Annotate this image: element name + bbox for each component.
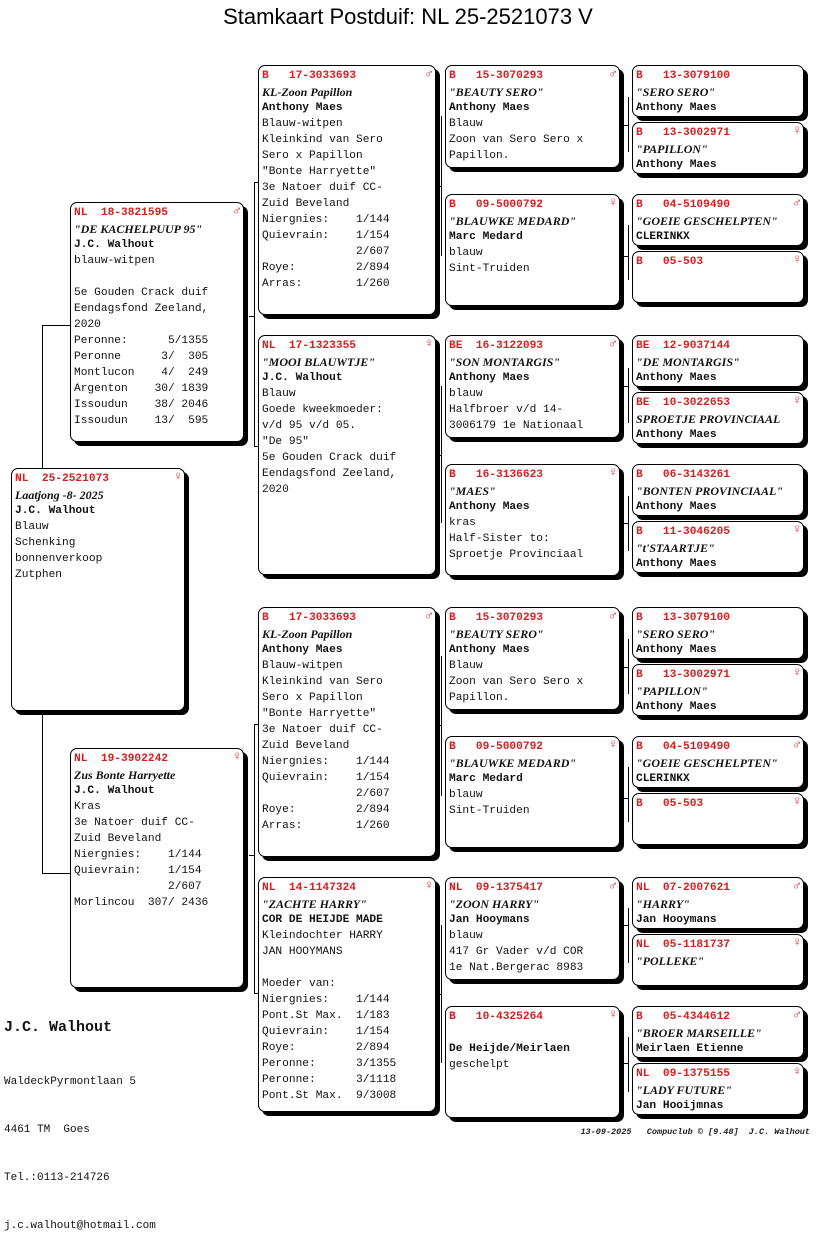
ring-number: B 17-3033693 xyxy=(262,612,356,624)
info-line: Goede kweekmoeder: xyxy=(262,404,383,416)
male-icon: ♂ xyxy=(609,66,617,81)
info-line: 3e Natoer duif CC- xyxy=(262,724,383,736)
info-line: Roye: 2/894 xyxy=(262,262,390,274)
info-line: Kleinkind van Sero xyxy=(262,134,383,146)
ring-number: BE 16-3122093 xyxy=(449,340,543,352)
breeder-name: COR DE HEIJDE MADE xyxy=(262,914,383,926)
breeder-name: J.C. Walhout xyxy=(262,372,343,384)
info-line: Morlincou 307/ 2436 xyxy=(74,897,209,909)
info-line: Schenking xyxy=(15,537,76,549)
connector-line xyxy=(628,225,629,280)
connector-line xyxy=(441,116,442,256)
breeder-name: Anthony Maes xyxy=(449,372,530,384)
info-line: "Bonte Harryette" xyxy=(262,166,377,178)
pigeon-name: SPROETJE PROVINCIAAL xyxy=(636,412,781,426)
info-line: Zutphen xyxy=(15,569,62,581)
info-line: Papillon. xyxy=(449,692,510,704)
pigeon-card-fmmm[interactable] xyxy=(632,521,804,573)
breeder-name: De Heijde/Meirlaen xyxy=(449,1043,570,1055)
info-line: Quievrain: 1/154 xyxy=(74,865,202,877)
female-icon: ♀ xyxy=(233,749,241,764)
info-line: Papillon. xyxy=(449,150,510,162)
pigeon-name: Zus Bonte Harryette xyxy=(74,768,176,782)
breeder-name: CLERINKX xyxy=(636,231,690,243)
info-line: Blauw xyxy=(449,118,483,130)
pigeon-name: "BLAUWKE MEDARD" xyxy=(449,214,577,228)
info-line: 5e Gouden Crack duif xyxy=(74,287,209,299)
male-icon: ♂ xyxy=(425,66,433,81)
info-line: Sint-Truiden xyxy=(449,263,530,275)
info-line: blauw-witpen xyxy=(74,255,155,267)
ring-number: B 13-3079100 xyxy=(636,612,730,624)
info-line: Zoon van Sero Sero x xyxy=(449,134,584,146)
info-line: Zoon van Sero Sero x xyxy=(449,676,584,688)
breeder-name: Jan Hooymans xyxy=(636,914,717,926)
pigeon-card-mfff[interactable] xyxy=(632,607,804,659)
info-line: Blauw xyxy=(15,521,49,533)
pigeon-name: KL-Zoon Papillon xyxy=(262,627,353,641)
ring-number: NL 07-2007621 xyxy=(636,882,730,894)
info-line: blauw xyxy=(449,388,483,400)
breeder-name: Anthony Maes xyxy=(262,644,343,656)
info-line: Issoudun 13/ 595 xyxy=(74,415,209,427)
ring-number: B 05-503 xyxy=(636,798,704,810)
breeder-name: Anthony Maes xyxy=(636,558,717,570)
info-line: Eendagsfond Zeeland, xyxy=(74,303,209,315)
info-line: Sero x Papillon xyxy=(262,150,363,162)
ring-number: B 15-3070293 xyxy=(449,70,543,82)
info-line: 417 Gr Vader v/d COR xyxy=(449,946,584,958)
ring-number: B 09-5000792 xyxy=(449,741,543,753)
pigeon-name: "SERO SERO" xyxy=(636,85,716,99)
female-icon: ♀ xyxy=(793,393,801,408)
pigeon-name: "t'STAARTJE" xyxy=(636,541,715,555)
info-line: Blauw-witpen xyxy=(262,118,343,130)
pigeon-name: "ZACHTE HARRY" xyxy=(262,897,367,911)
info-line: Zuid Beveland xyxy=(262,740,350,752)
pigeon-card-ff[interactable] xyxy=(258,65,436,315)
pigeon-name: "ZOON HARRY" xyxy=(449,897,540,911)
info-line: Kleinkind van Sero xyxy=(262,676,383,688)
male-icon: ♂ xyxy=(793,737,801,752)
ring-number: B 10-4325264 xyxy=(449,1011,543,1023)
connector-line xyxy=(254,182,255,447)
info-line: "De 95" xyxy=(262,436,309,448)
pigeon-card-mmfm[interactable] xyxy=(632,934,804,986)
pigeon-name: KL-Zoon Papillon xyxy=(262,85,353,99)
pigeon-name: Laatjong -8- 2025 xyxy=(15,488,104,502)
female-icon: ♀ xyxy=(793,794,801,809)
info-line: Issoudun 38/ 2046 xyxy=(74,399,209,411)
info-line: 2/607 xyxy=(262,788,390,800)
breeder-name: Anthony Maes xyxy=(636,644,717,656)
breeder-name: Anthony Maes xyxy=(449,501,530,513)
connector-line xyxy=(42,325,70,326)
info-line: 2020 xyxy=(262,484,289,496)
info-line: Quievrain: 1/154 xyxy=(262,772,390,784)
connector-line xyxy=(628,97,629,152)
ring-number: NL 18-3821595 xyxy=(74,207,168,219)
info-line: Blauw-witpen xyxy=(262,660,343,672)
info-line: Blauw xyxy=(449,660,483,672)
info-line: blauw xyxy=(449,930,483,942)
email-line: j.c.walhout@hotmail.com xyxy=(4,1220,156,1232)
info-line xyxy=(262,960,432,976)
ring-number: B 13-3079100 xyxy=(636,70,730,82)
male-icon: ♂ xyxy=(609,608,617,623)
connector-line xyxy=(42,873,70,874)
breeder-name: Jan Hooijmnas xyxy=(636,1100,724,1112)
pigeon-name: "BLAUWKE MEDARD" xyxy=(449,756,577,770)
ring-number: B 15-3070293 xyxy=(449,612,543,624)
connector-line xyxy=(628,908,629,963)
connector-line xyxy=(254,724,255,994)
pigeon-name: "BEAUTY SERO" xyxy=(449,627,544,641)
pigeon-name xyxy=(636,812,800,828)
breeder-name: Anthony Maes xyxy=(636,159,717,171)
info-line: Roye: 2/894 xyxy=(262,1042,390,1054)
pigeon-card-mmmm[interactable] xyxy=(632,1063,804,1115)
male-icon: ♂ xyxy=(793,1007,801,1022)
breeder-name: Anthony Maes xyxy=(636,372,717,384)
female-icon: ♀ xyxy=(793,522,801,537)
ring-number: NL 05-1181737 xyxy=(636,939,730,951)
male-icon: ♂ xyxy=(793,195,801,210)
pigeon-name: "MAES" xyxy=(449,484,496,498)
ring-number: BE 10-3022653 xyxy=(636,397,730,409)
pigeon-card-mmf[interactable] xyxy=(445,877,620,980)
breeder-name: Anthony Maes xyxy=(636,429,717,441)
breeder-name: J.C. Walhout xyxy=(74,785,155,797)
info-line: Niergnies: 1/144 xyxy=(74,849,202,861)
connector-line xyxy=(441,656,442,796)
info-line: Eendagsfond Zeeland, xyxy=(262,468,397,480)
pigeon-name xyxy=(636,270,800,286)
female-icon: ♀ xyxy=(425,878,433,893)
ring-number: B 13-3002971 xyxy=(636,127,730,139)
pigeon-card-father[interactable] xyxy=(70,202,244,442)
info-line: "Bonte Harryette" xyxy=(262,708,377,720)
info-line: JAN HOOYMANS xyxy=(262,946,343,958)
female-icon: ♀ xyxy=(609,465,617,480)
connector-line xyxy=(628,368,629,423)
info-line: Peronne: 3/1118 xyxy=(262,1074,397,1086)
pigeon-card-fmfm[interactable] xyxy=(632,392,804,444)
footer-address xyxy=(4,1042,156,1250)
connector-line xyxy=(441,386,442,523)
pigeon-card-ffmm[interactable] xyxy=(632,251,804,303)
info-line: Peronne 3/ 305 xyxy=(74,351,209,363)
pigeon-card-fmff[interactable] xyxy=(632,335,804,387)
print-stamp: 13-09-2025 Compuclub © [9.48] J.C. Walhout xyxy=(580,1127,810,1137)
info-line: Montlucon 4/ 249 xyxy=(74,367,209,379)
breeder-name: Jan Hooymans xyxy=(449,914,530,926)
female-icon: ♀ xyxy=(793,665,801,680)
ring-number: NL 09-1375417 xyxy=(449,882,543,894)
ring-number: BE 12-9037144 xyxy=(636,340,730,352)
info-line: 2/607 xyxy=(262,246,390,258)
pigeon-name xyxy=(449,1025,616,1041)
pigeon-name: "POLLEKE" xyxy=(636,954,704,968)
info-line: Sproetje Provinciaal xyxy=(449,549,584,561)
info-line: Kleindochter HARRY xyxy=(262,930,383,942)
info-line: kras xyxy=(449,517,476,529)
male-icon: ♂ xyxy=(609,878,617,893)
info-line: Halfbroer v/d 14- xyxy=(449,404,564,416)
info-line: Niergnies: 1/144 xyxy=(262,994,390,1006)
info-line: Niergnies: 1/144 xyxy=(262,756,390,768)
info-line: blauw xyxy=(449,789,483,801)
pigeon-name: "HARRY" xyxy=(636,897,690,911)
pigeon-name: "PAPILLON" xyxy=(636,142,708,156)
info-line: Blauw xyxy=(262,388,296,400)
pigeon-name: "GOEIE GESCHELPTEN" xyxy=(636,214,778,228)
footer-owner: J.C. Walhout xyxy=(4,1019,113,1036)
info-line: Peronne: 5/1355 xyxy=(74,335,209,347)
phone-line: Tel.:0113-214726 xyxy=(4,1172,110,1184)
info-line: blauw xyxy=(449,247,483,259)
pigeon-card-fffm[interactable] xyxy=(632,122,804,174)
breeder-name: J.C. Walhout xyxy=(15,505,96,517)
connector-line xyxy=(42,325,43,470)
pigeon-card-mfm[interactable] xyxy=(445,736,620,848)
ring-number: NL 19-3902242 xyxy=(74,753,168,765)
info-line: Peronne: 3/1355 xyxy=(262,1058,397,1070)
info-line xyxy=(74,269,240,285)
address-line: WaldeckPyrmontlaan 5 xyxy=(4,1076,137,1088)
breeder-name: Anthony Maes xyxy=(636,501,717,513)
pigeon-name: "GOEIE GESCHELPTEN" xyxy=(636,756,778,770)
pigeon-name: "DE MONTARGIS" xyxy=(636,355,740,369)
breeder-name: CLERINKX xyxy=(636,773,690,785)
info-line: Niergnies: 1/144 xyxy=(262,214,390,226)
pigeon-card-mmff[interactable] xyxy=(632,877,804,929)
pigeon-card-mf[interactable] xyxy=(258,607,436,857)
ring-number: B 16-3136623 xyxy=(449,469,543,481)
breeder-name: Meirlaen Etienne xyxy=(636,1043,744,1055)
pigeon-card-mmmf[interactable] xyxy=(632,1006,804,1058)
breeder-name: J.C. Walhout xyxy=(74,239,155,251)
connector-line xyxy=(42,714,43,874)
female-icon: ♀ xyxy=(425,336,433,351)
female-icon: ♀ xyxy=(793,123,801,138)
pigeon-card-subject[interactable] xyxy=(11,468,185,711)
info-line: 3e Natoer duif CC- xyxy=(262,182,383,194)
info-line: bonnenverkoop xyxy=(15,553,103,565)
info-line: Sint-Truiden xyxy=(449,805,530,817)
pigeon-name: "LADY FUTURE" xyxy=(636,1083,732,1097)
info-line: 5e Gouden Crack duif xyxy=(262,452,397,464)
connector-line xyxy=(628,1037,629,1092)
pigeon-card-mfmf[interactable] xyxy=(632,736,804,788)
male-icon: ♂ xyxy=(609,336,617,351)
pigeon-card-fmmf[interactable] xyxy=(632,464,804,516)
address-line: 4461 TM Goes xyxy=(4,1124,90,1136)
ring-number: B 04-5109490 xyxy=(636,199,730,211)
info-line: Argenton 30/ 1839 xyxy=(74,383,209,395)
page-title: Stamkaart Postduif: NL 25-2521073 V xyxy=(223,4,593,29)
info-line: Roye: 2/894 xyxy=(262,804,390,816)
ring-number: NL 14-1147324 xyxy=(262,882,356,894)
info-line: Zuid Beveland xyxy=(74,833,162,845)
female-icon: ♀ xyxy=(793,1064,801,1079)
pigeon-name: "SERO SERO" xyxy=(636,627,716,641)
connector-line xyxy=(628,496,629,551)
info-line: Moeder van: xyxy=(262,978,336,990)
info-line: Pont.St Max. 9/3008 xyxy=(262,1090,397,1102)
pigeon-name: "BROER MARSEILLE" xyxy=(636,1026,762,1040)
pigeon-card-mm[interactable] xyxy=(258,877,436,1112)
pigeon-card-mother[interactable] xyxy=(70,748,244,988)
info-line: Arras: 1/260 xyxy=(262,820,390,832)
ring-number: B 05-503 xyxy=(636,256,704,268)
info-line: Quievrain: 1/154 xyxy=(262,230,390,242)
female-icon: ♀ xyxy=(609,1007,617,1022)
pigeon-name: "BONTEN PROVINCIAAL" xyxy=(636,484,784,498)
pigeon-card-mffm[interactable] xyxy=(632,664,804,716)
ring-number: B 17-3033693 xyxy=(262,70,356,82)
female-icon: ♀ xyxy=(793,935,801,950)
breeder-name: Anthony Maes xyxy=(636,701,717,713)
info-line: Sero x Papillon xyxy=(262,692,363,704)
pigeon-name: "DE KACHELPUUP 95" xyxy=(74,222,203,236)
info-line: Zuid Beveland xyxy=(262,198,350,210)
breeder-name: Marc Medard xyxy=(449,231,523,243)
pigeon-card-fff[interactable] xyxy=(445,65,620,168)
pigeon-name: "BEAUTY SERO" xyxy=(449,85,544,99)
ring-number: NL 25-2521073 xyxy=(15,473,109,485)
breeder-name: Anthony Maes xyxy=(636,102,717,114)
info-line: geschelpt xyxy=(449,1059,510,1071)
pigeon-card-mff[interactable] xyxy=(445,607,620,710)
connector-line xyxy=(628,639,629,694)
pigeon-card-mfmm[interactable] xyxy=(632,793,804,845)
pigeon-card-ffmf[interactable] xyxy=(632,194,804,246)
ring-number: B 11-3046205 xyxy=(636,526,730,538)
ring-number: B 06-3143261 xyxy=(636,469,730,481)
male-icon: ♂ xyxy=(425,608,433,623)
ring-number: B 13-3002971 xyxy=(636,669,730,681)
connector-line xyxy=(441,925,442,1063)
connector-line xyxy=(628,767,629,822)
info-line: 2/607 xyxy=(74,881,202,893)
info-line: 1e Nat.Bergerac 8983 xyxy=(449,962,584,974)
pigeon-card-fm[interactable] xyxy=(258,335,436,575)
pigeon-name: "PAPILLON" xyxy=(636,684,708,698)
pigeon-card-ffff[interactable] xyxy=(632,65,804,117)
ring-number: B 05-4344612 xyxy=(636,1011,730,1023)
male-icon: ♂ xyxy=(793,878,801,893)
breeder-name: Anthony Maes xyxy=(449,102,530,114)
female-icon: ♀ xyxy=(609,737,617,752)
pigeon-name: "SON MONTARGIS" xyxy=(449,355,561,369)
info-line: Pont.St Max. 1/183 xyxy=(262,1010,390,1022)
pigeon-card-mmm[interactable] xyxy=(445,1006,620,1118)
breeder-name: Anthony Maes xyxy=(449,644,530,656)
info-line: Kras xyxy=(74,801,101,813)
info-line: 3e Natoer duif CC- xyxy=(74,817,195,829)
info-line: Arras: 1/260 xyxy=(262,278,390,290)
female-icon: ♀ xyxy=(793,252,801,267)
female-icon: ♀ xyxy=(174,469,182,484)
ring-number: B 09-5000792 xyxy=(449,199,543,211)
pigeon-card-ffm[interactable] xyxy=(445,194,620,306)
pigeon-card-fmm[interactable] xyxy=(445,464,620,576)
female-icon: ♀ xyxy=(609,195,617,210)
info-line: Quievrain: 1/154 xyxy=(262,1026,390,1038)
ring-number: NL 09-1375155 xyxy=(636,1068,730,1080)
breeder-name: Marc Medard xyxy=(449,773,523,785)
ring-number: B 04-5109490 xyxy=(636,741,730,753)
pigeon-card-fmf[interactable] xyxy=(445,335,620,438)
info-line: v/d 95 v/d 05. xyxy=(262,420,356,432)
info-line: 2020 xyxy=(74,319,101,331)
pigeon-name: "MOOI BLAUWTJE" xyxy=(262,355,376,369)
info-line: Half-Sister to: xyxy=(449,533,550,545)
ring-number: NL 17-1323355 xyxy=(262,340,356,352)
breeder-name: Anthony Maes xyxy=(262,102,343,114)
info-line: 3006179 1e Nationaal xyxy=(449,420,584,432)
male-icon: ♂ xyxy=(233,203,241,218)
